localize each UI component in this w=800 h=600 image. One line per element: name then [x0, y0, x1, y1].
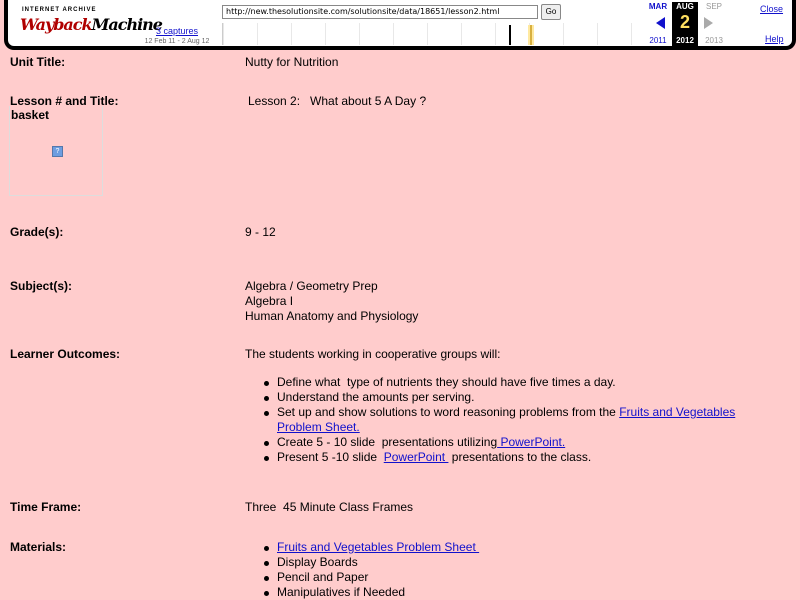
timeline-current-capture-bar[interactable]	[530, 25, 532, 45]
wayback-toolbar	[4, 0, 796, 50]
time-frame-label: Time Frame:	[10, 500, 82, 514]
current-month: AUG	[672, 2, 698, 48]
basket-image	[9, 106, 103, 196]
powerpoint-link[interactable]: PowerPoint.	[497, 435, 566, 449]
fruits-vegetables-link[interactable]: Fruits and Vegetables	[619, 405, 736, 419]
materials-list	[277, 540, 777, 600]
capture-timeline[interactable]	[222, 23, 634, 45]
list-item	[277, 540, 777, 555]
next-month: SEP	[705, 2, 722, 11]
prev-capture-arrow-icon[interactable]	[656, 17, 665, 29]
list-item: Present 5 -10 slide PowerPoint presentations to the class.	[277, 450, 777, 465]
image-alt-text: basket	[11, 108, 50, 122]
url-input[interactable]: http://new.thesolutionsite.com/solutionsite/data/18651/lesson2.html	[222, 5, 538, 19]
list-item: Display Boards	[277, 555, 777, 570]
time-frame-value: Three 45 Minute Class Frames	[245, 500, 414, 514]
problem-sheet-link[interactable]: Problem Sheet.	[277, 420, 360, 434]
unit-title-label: Unit Title:	[10, 55, 66, 69]
logo-wayback-machine: WaybackMachine	[20, 15, 162, 34]
go-button[interactable]: Go	[541, 4, 561, 20]
capture-date-range: 12 Feb 11 - 2 Aug 12	[144, 38, 210, 45]
outcomes-list	[277, 375, 777, 465]
list-item: Set up and show solutions to word reasoning problems from the Fruits and Vegetables Problem Sheet.	[277, 405, 777, 435]
outcomes-label: Learner Outcomes:	[10, 347, 121, 361]
logo-internet-archive: INTERNET ARCHIVE	[22, 7, 97, 13]
captures-link[interactable]: 3 captures	[155, 26, 199, 36]
prev-month-link[interactable]: MAR	[648, 2, 668, 11]
problem-sheet-material-link[interactable]: Fruits and Vegetables Problem Sheet	[277, 540, 480, 554]
list-item: Define what type of nutrients they should have five times a day.	[277, 375, 777, 390]
subject-list	[245, 279, 418, 324]
unit-title-value: Nutty for Nutrition	[245, 55, 339, 69]
list-item: Understand the amounts per serving.	[277, 390, 777, 405]
subject-item: Human Anatomy and Physiology	[245, 309, 419, 323]
broken-image-icon: ?	[52, 146, 63, 157]
prev-year-link[interactable]: 2011	[649, 36, 667, 45]
current-day: 2	[679, 12, 690, 32]
list-item: Manipulatives if Needed	[277, 585, 777, 600]
lesson-title-value: Lesson 2: What about 5 A Day ?	[248, 94, 427, 108]
powerpoint-link-2[interactable]: PowerPoint	[383, 450, 449, 464]
grade-label: Grade(s):	[10, 225, 64, 239]
lesson-title-label: Lesson # and Title:	[10, 94, 119, 108]
current-year: 2012	[676, 36, 694, 45]
materials-label: Materials:	[10, 540, 67, 554]
subject-item: Algebra / Geometry Prep	[245, 279, 378, 293]
subject-label: Subject(s):	[10, 279, 73, 293]
list-item: Create 5 - 10 slide presentations utilizing PowerPoint.	[277, 435, 777, 450]
subject-item: Algebra I	[245, 294, 294, 308]
outcomes-intro: The students working in cooperative groups will:	[245, 347, 501, 361]
timeline-capture-bar[interactable]	[509, 25, 511, 45]
list-item: Pencil and Paper	[277, 570, 777, 585]
close-link[interactable]: Close	[760, 4, 784, 14]
help-link[interactable]: Help	[765, 34, 784, 44]
grade-value: 9 - 12	[245, 225, 276, 239]
next-year: 2013	[705, 36, 723, 45]
next-capture-arrow-icon	[704, 17, 713, 29]
wayback-logo[interactable]	[20, 7, 162, 41]
